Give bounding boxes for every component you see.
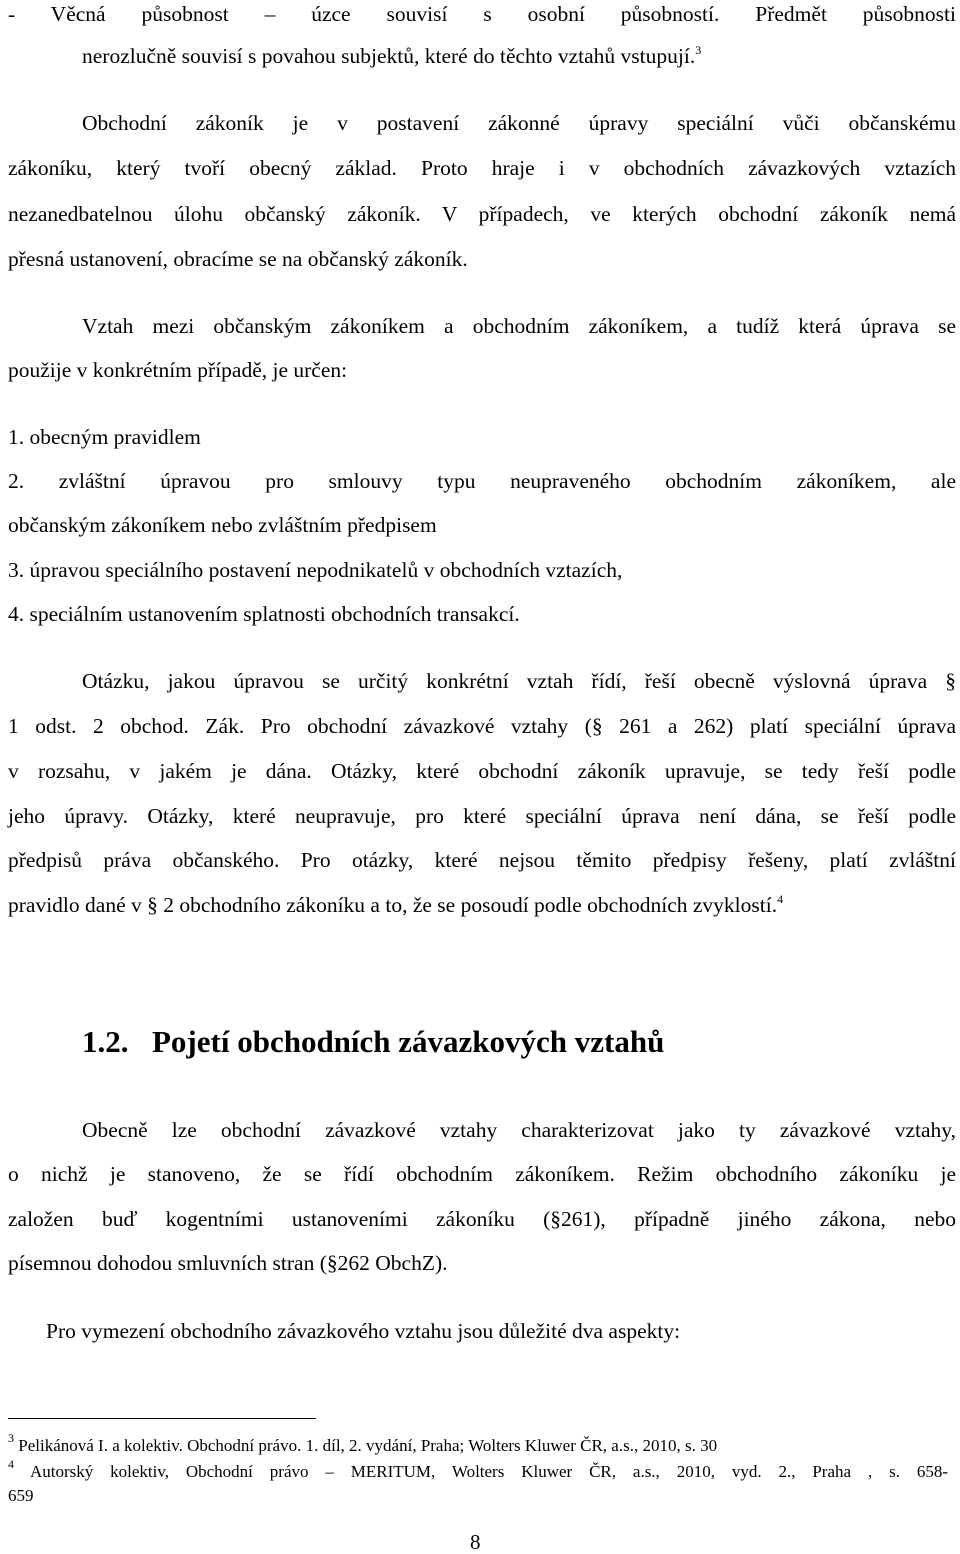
footnote-text: Pelikánová I. a kolektiv. Obchodní právo. 1. díl, 2. vydání, Praha; Wolters Kluwer ČR, a.s., 2010, s. 30: [18, 1436, 718, 1455]
paragraph-line: přesná ustanovení, obracíme se na občanský zákoník.: [8, 247, 468, 271]
text: nerozlučně souvisí s povahou subjektů, které do těchto vztahů vstupují.: [82, 44, 696, 68]
footnote-3: [8, 1431, 948, 1458]
paragraph-line: v rozsahu, v jakém je dána. Otázky, které obchodní zákoník upravuje, se tedy řeší podle: [8, 759, 956, 783]
paragraph-line: Otázku, jakou úpravou se určitý konkrétní vztah řídí, řeší obecně výslovná úprava §: [82, 669, 956, 693]
list-item-3: 3. úpravou speciálního postavení nepodnikatelů v obchodních vztazích,: [8, 558, 623, 582]
footnote-mark: 4: [8, 1457, 14, 1471]
section-title: Pojetí obchodních závazkových vztahů: [152, 1024, 665, 1059]
paragraph-line: Obecně lze obchodní závazkové vztahy charakterizovat jako ty závazkové vztahy,: [82, 1118, 956, 1142]
paragraph-line: Obchodní zákoník je v postavení zákonné úpravy speciální vůči občanskému: [82, 111, 956, 135]
section-number: 1.2.: [82, 1024, 129, 1059]
bullet-line-1: - Věcná působnost – úzce souvisí s osobní působností. Předmět působnosti: [8, 2, 956, 26]
paragraph-line: jeho úpravy. Otázky, které neupravuje, pro které speciální úprava není dána, se řeší podle: [8, 804, 956, 828]
paragraph-line: předpisů práva občanského. Pro otázky, které nejsou těmito předpisy řešeny, platí zvláštní: [8, 848, 956, 872]
text: pravidlo dané v § 2 obchodního zákoníku a to, že se posoudí podle obchodních zvyklostí.: [8, 893, 778, 917]
page-number: 8: [470, 1530, 481, 1554]
footnote-ref-3: 3: [695, 43, 702, 57]
footnote-4: [8, 1457, 948, 1484]
footnote-4-cont: 659: [8, 1486, 34, 1505]
paragraph-line: Pro vymezení obchodního závazkového vztahu jsou důležité dva aspekty:: [46, 1319, 681, 1343]
list-item-2-cont: občanským zákoníkem nebo zvláštním předpisem: [8, 513, 437, 537]
paragraph-line: o nichž je stanoveno, že se řídí obchodním zákoníkem. Režim obchodního zákoníku je: [8, 1162, 956, 1186]
paragraph-line: založen buď kogentními ustanoveními zákoníku (§261), případně jiného zákona, nebo: [8, 1207, 956, 1231]
footnote-separator: [8, 1418, 316, 1419]
paragraph-line: zákoníku, který tvoří obecný základ. Proto hraje i v obchodních závazkových vztazích: [8, 156, 956, 180]
paragraph-line: písemnou dohodou smluvních stran (§262 ObchZ).: [8, 1251, 448, 1275]
section-heading: [82, 1022, 664, 1062]
footnote-mark: 3: [8, 1431, 14, 1445]
footnote-ref-4: 4: [777, 892, 784, 906]
paragraph-line: nezanedbatelnou úlohu občanský zákoník. V případech, ve kterých obchodní zákoník nemá: [8, 202, 956, 226]
footnote-text: Autorský kolektiv, Obchodní právo – MERITUM, Wolters Kluwer ČR, a.s., 2010, vyd. 2., Praha , s. 658-: [29, 1462, 948, 1481]
paragraph-line: Vztah mezi občanským zákoníkem a obchodním zákoníkem, a tudíž která úprava se: [82, 314, 956, 338]
paragraph-line: [8, 891, 956, 919]
bullet-line-2: [82, 42, 956, 70]
list-item-4: 4. speciálním ustanovením splatnosti obchodních transakcí.: [8, 602, 520, 626]
paragraph-line: použije v konkrétním případě, je určen:: [8, 358, 348, 382]
list-item-2: 2. zvláštní úpravou pro smlouvy typu neupraveného obchodním zákoníkem, ale: [8, 469, 956, 493]
paragraph-line: 1 odst. 2 obchod. Zák. Pro obchodní závazkové vztahy (§ 261 a 262) platí speciální úprava: [8, 714, 956, 738]
list-item-1: 1. obecným pravidlem: [8, 425, 201, 449]
